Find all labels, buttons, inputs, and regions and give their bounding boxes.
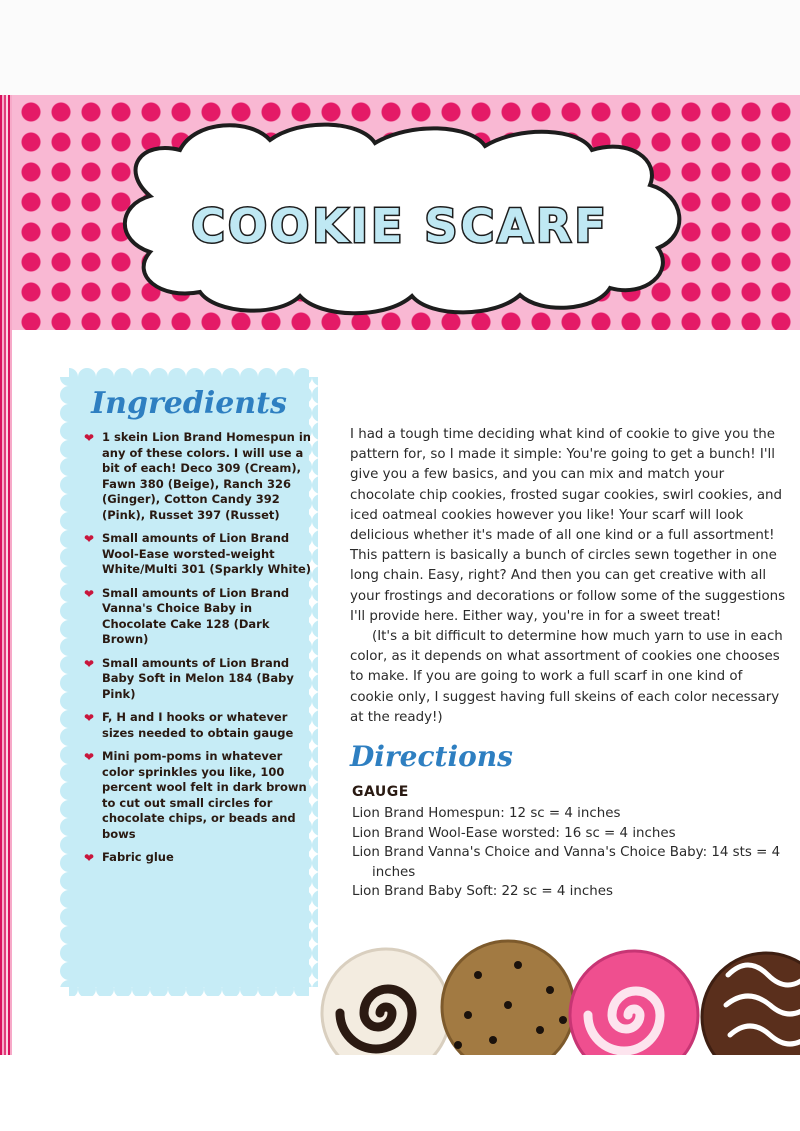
- gauge-line: Lion Brand Homespun: 12 sc = 4 inches: [352, 806, 621, 821]
- intro-paragraph-2: (It's a bit difficult to determine how much yarn to use in each color, as it depends on what assortment of cookies one chooses to make. If you are going to work a full scarf in one kind of cookie only, I suggest having full skeins of each color necessary at the ready!): [350, 629, 783, 725]
- chocolate-chip-cookie: [442, 941, 574, 1055]
- list-item: [84, 531, 312, 578]
- title-cloud: [0, 0, 800, 330]
- heart-icon: ❤: [84, 431, 95, 445]
- list-item: [84, 586, 312, 648]
- gauge-heading: GAUGE: [352, 784, 409, 800]
- ingredients-panel: [60, 368, 318, 996]
- directions-heading: Directions: [350, 740, 513, 773]
- page-title: COOKIE SCARF: [191, 199, 609, 253]
- heart-icon: ❤: [84, 656, 95, 671]
- intro-paragraph-1: I had a tough time deciding what kind of cookie to give you the pattern for, so I made it simple: You're going to get a bunch! I'll give you a few basics, and you can mix and match your chocolate chip cookies, frosted sugar cookies, swirl cookies, and iced oatmeal cookies however you like! Your scarf will look delicious whether it's made of all one kind or a full assortment! This pattern is basically a bunch of circles sewn together in one long chain. Easy, right? And then you can get creative with all your frostings and decorations or follow some of the suggestions I'll provide here. Either way, you're in for a sweet treat!: [350, 427, 786, 624]
- heart-icon: ❤: [84, 851, 95, 865]
- ingredient-text: F, H and I hooks or whatever sizes needed to obtain gauge: [102, 710, 294, 740]
- heart-icon: ❤: [84, 532, 95, 546]
- ingredient-text: Small amounts of Lion Brand Wool-Ease worsted-weight White/Multi 301 (Sparkly White): [102, 531, 311, 576]
- ingredients-list: [84, 430, 312, 874]
- list-item: [84, 710, 312, 741]
- ingredient-text: 1 skein Lion Brand Homespun in any of these colors. I will use a bit of each! Deco 309 (Cream), Fawn 380 (Beige), Ranch 326 (Ginger), Cotton Candy 392 (Pink), Russet 397 (Russet): [102, 430, 311, 522]
- heart-icon: ❤: [84, 750, 95, 764]
- ingredient-text: Mini pom-poms in whatever color sprinkles you like, 100 percent wool felt in dark brown to cut out small circles for chocolate chips, or beads and bows: [102, 749, 307, 841]
- gauge-line: Lion Brand Wool-Ease worsted: 16 sc = 4 inches: [352, 825, 676, 841]
- gauge-line: Lion Brand Vanna's Choice and Vanna's Choice Baby: 14 sts = 4 inches: [352, 845, 781, 880]
- intro-text: [350, 425, 790, 728]
- gauge-list: [352, 804, 792, 902]
- swirl-cookie-pink: [570, 951, 698, 1055]
- swirl-cookie-cream: [322, 949, 450, 1055]
- ingredient-text: Fabric glue: [102, 850, 174, 864]
- list-item: [84, 430, 312, 523]
- frosted-chocolate-cookie: [702, 953, 800, 1055]
- list-item: [84, 656, 312, 703]
- ingredient-text: Small amounts of Lion Brand Vanna's Choice Baby in Chocolate Cake 128 (Dark Brown): [102, 585, 290, 646]
- list-item: [84, 749, 312, 842]
- heart-icon: ❤: [84, 586, 95, 601]
- list-item: [84, 850, 312, 866]
- ingredients-heading: Ingredients: [91, 386, 287, 421]
- gauge-line: Lion Brand Baby Soft: 22 sc = 4 inches: [352, 884, 613, 899]
- crochet-cookies-photo: [318, 935, 800, 1055]
- ingredient-text: Small amounts of Lion Brand Baby Soft in Melon 184 (Baby Pink): [102, 655, 294, 701]
- heart-icon: ❤: [84, 711, 95, 725]
